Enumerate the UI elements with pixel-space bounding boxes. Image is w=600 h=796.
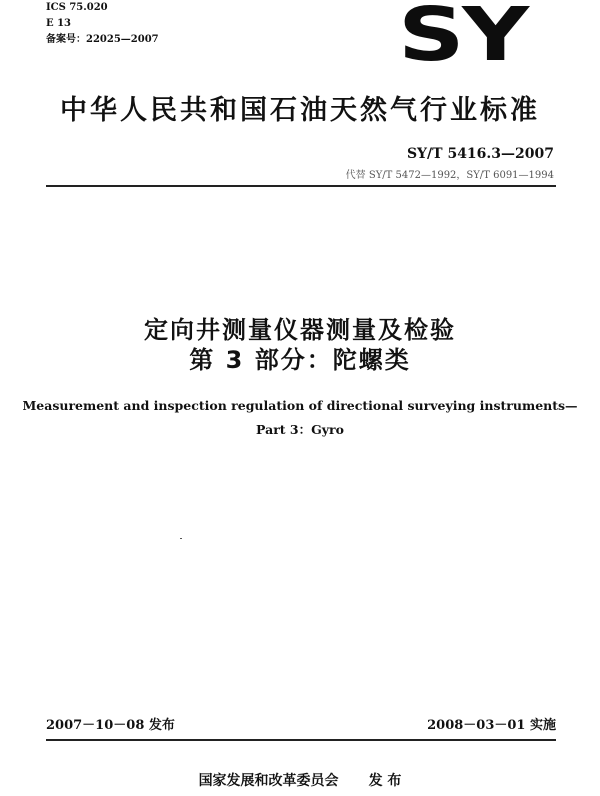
issue-date: 2007－10－08 发布 (46, 718, 175, 733)
document-title-zh-line2: 第 3 部分：陀螺类 (189, 346, 411, 374)
implementation-date: 2008－03－01 实施 (427, 718, 556, 733)
filing-number: 备案号：22025—2007 (46, 34, 159, 45)
sy-logo: SY (398, 0, 527, 78)
publisher-name: 国家发展和改革委员会 (198, 773, 339, 789)
top-divider (46, 185, 556, 187)
document-title-zh-line1: 定向井测量仪器测量及检验 (144, 316, 456, 344)
replaces-note: 代替 SY/T 5472—1992，SY/T 6091—1994 (345, 170, 554, 181)
publisher-action: 发 布 (368, 773, 402, 789)
classification-code: E 13 (46, 18, 72, 29)
standard-number: SY/T 5416.3—2007 (406, 146, 554, 162)
ics-code: ICS 75.020 (46, 2, 108, 13)
header-meta (46, 0, 159, 48)
bottom-divider (46, 739, 556, 741)
standard-title: 中华人民共和国石油天然气行业标准 (60, 95, 540, 126)
document-title-en-line1: Measurement and inspection regulation of directional surveying instruments— (22, 398, 578, 413)
publisher-line (0, 770, 600, 790)
document-title-en-line2: Part 3：Gyro (256, 422, 344, 437)
scan-speck (180, 538, 182, 539)
